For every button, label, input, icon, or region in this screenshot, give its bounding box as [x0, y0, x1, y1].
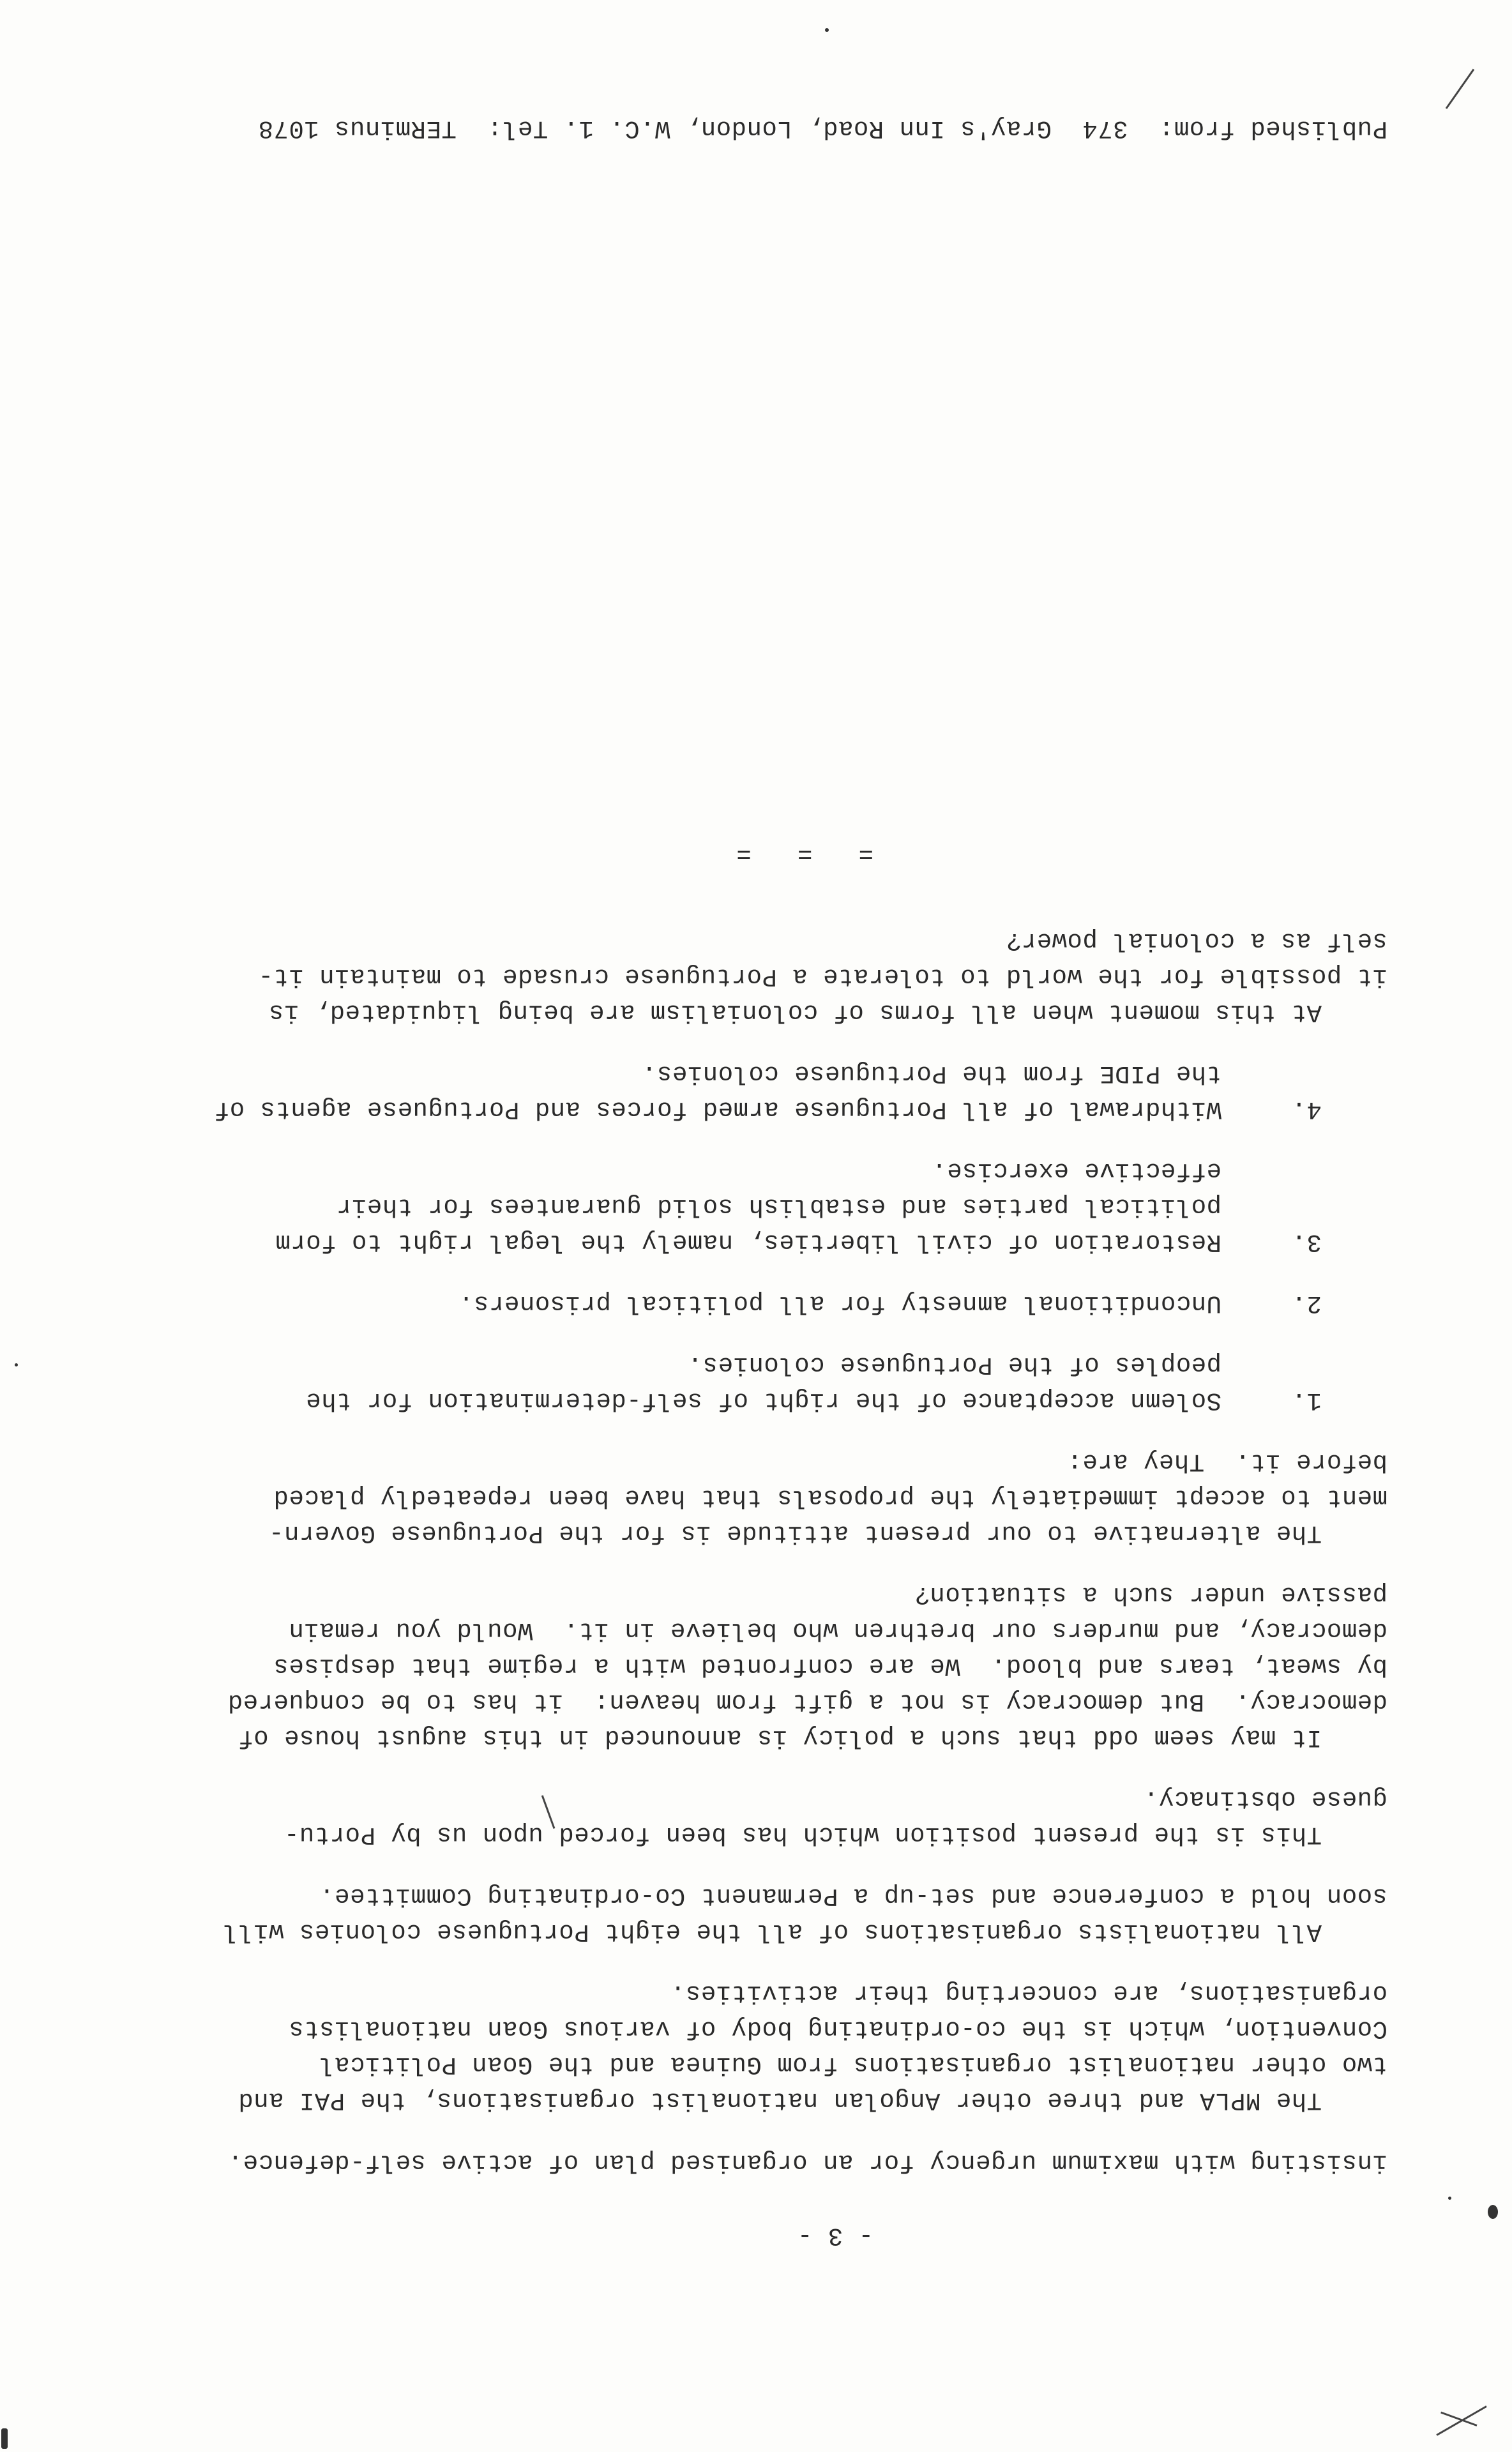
ink-speck — [1, 2428, 8, 2449]
list-item-number: 4. — [1291, 1095, 1322, 1123]
list-item-line: the PIDE from the Portuguese colonies. — [641, 1059, 1221, 1087]
ink-speck — [15, 1363, 18, 1366]
list-item-number: 2. — [1291, 1289, 1322, 1317]
list-item-number: 1. — [1291, 1386, 1322, 1414]
list-item-line: effective exercise. — [931, 1156, 1221, 1184]
list-item-line: Withdrawal of all Portuguese armed forces and Portuguese agents of — [214, 1095, 1221, 1123]
paragraph-2-line: two other nationalist organisations from Guinea and the Goan Political — [319, 2050, 1387, 2078]
paragraph-6-line: before it. They are: — [1067, 1448, 1387, 1476]
paragraph-7-line: self as a colonial power? — [1006, 927, 1387, 955]
ink-speck — [825, 28, 829, 32]
page-number: - 3 - — [797, 2221, 873, 2250]
paragraph-5-line: passive under such a situation? — [914, 1580, 1387, 1608]
publisher-footer: Published from: 374 Gray's Inn Road, London, W.C. 1. Tel: TERminus 1078 — [258, 114, 1387, 142]
list-item-line: political parties and establish solid guarantees for their — [336, 1192, 1221, 1220]
paragraph-4-line: This is the present position which has been forced upon us by Portu- — [284, 1820, 1322, 1849]
ink-speck — [1488, 2205, 1498, 2219]
paragraph-2-line: organisations, are concerting their activities. — [670, 1979, 1387, 2007]
pen-stroke — [1446, 69, 1474, 109]
list-item-line: Solemn acceptance of the right of self-determination for the — [305, 1386, 1221, 1414]
paragraph-5-line: by sweat, tears and blood. We are confronted with a regime that despises — [273, 1652, 1387, 1680]
list-item-line: Unconditional amnesty for all political prisoners. — [458, 1289, 1221, 1317]
paragraph-7-line: it possible for the world to tolerate a Portuguese crusade to maintain it- — [258, 962, 1387, 990]
paragraph-6-line: ment to accept immediately the proposals that have been repeatedly placed — [273, 1483, 1387, 1511]
paragraph-2-line: The MPLA and three other Angolan nationalist organisations, the PAI and — [238, 2086, 1322, 2114]
ink-speck — [1448, 2197, 1451, 2200]
paragraph-5-line: democracy. But democracy is not a gift from heaven: it has to be conquered — [227, 1688, 1387, 1716]
paragraph-1-line: insisting with maximum urgency for an organised plan of active self-defence. — [227, 2148, 1387, 2176]
paragraph-4-line: guese obstinacy. — [1143, 1785, 1387, 1813]
paragraph-5-line: democracy, and murders our brethren who believe in it. Would you remain — [288, 1616, 1387, 1644]
section-separator: = = = — [736, 839, 873, 867]
list-item-line: peoples of the Portuguese colonies. — [687, 1351, 1221, 1379]
list-item-number: 3. — [1291, 1228, 1322, 1256]
paragraph-2-line: Convention, which is the co-ordinating body of various Goan nationalists — [288, 2015, 1387, 2043]
paragraph-3-line: All nationalists organisations of all the eight Portuguese colonies will — [222, 1918, 1322, 1946]
paragraph-3-line: soon hold a conference and set-up a Permanent Co-ordinating Committee. — [319, 1882, 1387, 1910]
paragraph-5-line: It may seem odd that such a policy is announced in this august house of — [238, 1723, 1322, 1752]
paragraph-6-line: The alternative to our present attitude is for the Portuguese Govern- — [268, 1519, 1322, 1547]
list-item-line: Restoration of civil liberties, namely the legal right to form — [275, 1228, 1221, 1256]
paragraph-7-line: At this moment when all forms of colonialism are being liquidated, is — [268, 998, 1322, 1026]
